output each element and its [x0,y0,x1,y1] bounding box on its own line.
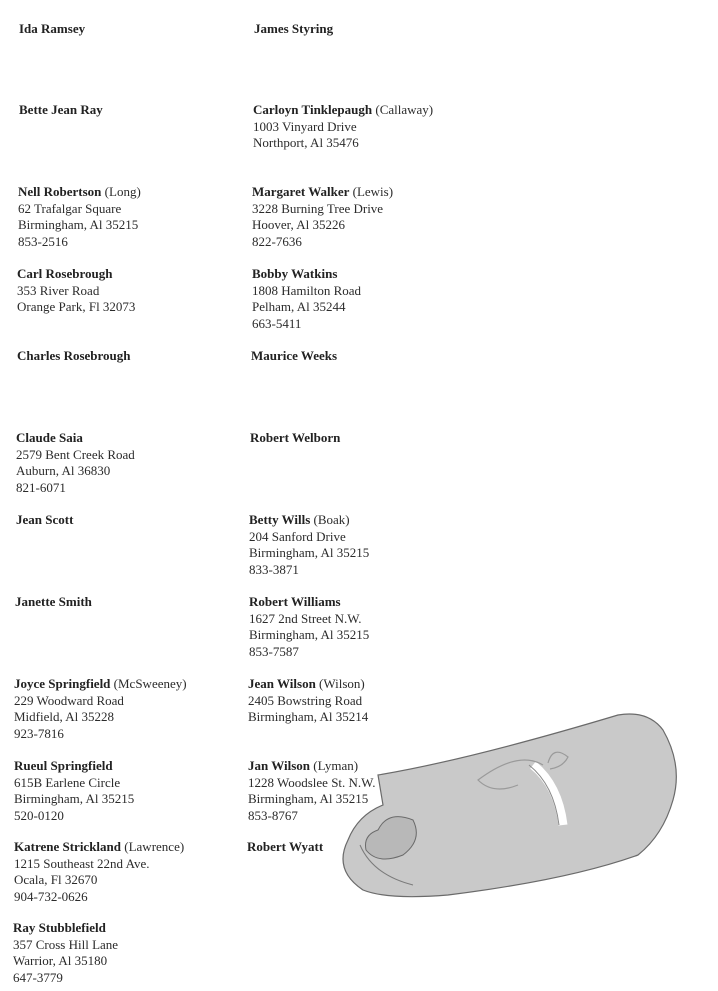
entry-address-line: 3228 Burning Tree Drive [252,200,384,216]
entry-address-line: Birmingham, Al 35215 [14,791,135,806]
entry-address-line: 2579 Bent Creek Road [16,446,135,462]
entry-address-line: Birmingham, Al 35215 [249,627,370,642]
directory-entry [14,839,184,905]
entry-name: Robert Wyatt [247,839,324,854]
entry-name: Betty Wills [249,512,311,527]
entry-name: Carl Rosebrough [17,266,113,281]
directory-entry [250,430,340,447]
entry-address-line: Pelham, Al 35244 [252,299,346,314]
entry-address-line: Birmingham, Al 35215 [248,791,369,806]
entry-phone: 923-7816 [14,725,64,741]
entry-name: Carloyn Tinklepaugh [253,102,373,117]
directory-entry [254,21,333,38]
entry-name: Bobby Watkins [252,266,338,281]
entry-phone: 853-7587 [249,643,299,659]
entry-heading [251,348,337,365]
entry-heading [16,512,73,529]
entry-name: Janette Smith [15,594,92,609]
entry-address-line: Warrior, Al 35180 [13,953,108,968]
directory-entry [14,758,134,824]
entry-name: Jan Wilson [248,758,311,773]
entry-address-line: 229 Woodward Road [14,692,124,708]
entry-phone: 520-0120 [14,807,64,823]
directory-entry [19,102,103,119]
directory-entry [247,839,323,856]
entry-address-line: 204 Sanford Drive [249,528,346,544]
entry-name: Ray Stubblefield [13,920,106,935]
entry-address-line: Birmingham, Al 35215 [18,217,139,232]
entry-phone: 647-3779 [13,969,63,985]
entry-heading [248,676,368,693]
directory-entry [253,102,433,152]
directory-entry [251,348,337,365]
entry-heading [17,348,131,365]
entry-address-line: Northport, Al 35476 [253,135,359,150]
entry-heading [18,184,141,201]
entry-address-line: 2405 Bowstring Road [248,692,363,708]
entry-maiden-name: (Long) [104,184,141,199]
entry-address-line: 1003 Vinyard Drive [253,118,357,134]
directory-entry [252,266,361,332]
entry-address-line: 1228 Woodslee St. N.W. [248,774,376,790]
entry-phone: 853-2516 [18,233,68,249]
entry-heading [15,594,92,611]
entry-address-line: 353 River Road [17,282,100,298]
entry-phone: 833-3871 [249,561,299,577]
entry-heading [14,676,187,693]
directory-entry [16,512,73,529]
entry-name: Charles Rosebrough [17,348,131,363]
directory-entry [15,594,92,611]
entry-name: Katrene Strickland [14,839,122,854]
entry-name: Robert Welborn [250,430,341,445]
directory-entry [19,21,85,38]
entry-heading [19,21,85,38]
entry-heading [250,430,340,447]
entry-name: James Styring [254,21,334,36]
directory-entry [16,430,135,496]
directory-entry [17,348,131,365]
entry-phone: 904-732-0626 [14,888,88,904]
entry-maiden-name: (Lewis) [352,184,394,199]
entry-name: Joyce Springfield [14,676,111,691]
entry-heading [247,839,323,856]
entry-heading [14,839,184,856]
entry-heading [252,184,393,201]
entry-name: Rueul Springfield [14,758,113,773]
entry-phone: 853-8767 [248,807,298,823]
entry-name: Robert Williams [249,594,341,609]
entry-name: Maurice Weeks [251,348,338,363]
entry-heading [249,512,369,529]
entry-address-line: 1808 Hamilton Road [252,282,362,298]
entry-name: Jean Scott [16,512,74,527]
entry-heading [14,758,134,775]
entry-phone: 663-5411 [252,315,302,331]
entry-address-line: 615B Earlene Circle [14,774,121,790]
entry-phone: 821-6071 [16,479,66,495]
entry-address-line: Orange Park, Fl 32073 [17,299,136,314]
entry-maiden-name: (Wilson) [319,676,365,691]
directory-entry [17,266,135,316]
directory-entry [18,184,141,250]
entry-name: Jean Wilson [248,676,316,691]
directory-entry [249,594,369,660]
entry-heading [249,594,369,611]
entry-maiden-name: (Lyman) [313,758,359,773]
entry-address-line: Auburn, Al 36830 [16,463,111,478]
directory-entry [249,512,369,578]
entry-address-line: Midfield, Al 35228 [14,709,115,724]
entry-heading [16,430,135,447]
entry-heading [17,266,135,283]
entry-heading [253,102,433,119]
entry-heading [252,266,361,283]
entry-address-line: Birmingham, Al 35215 [249,545,370,560]
entry-heading [13,920,118,937]
entry-name: Margaret Walker [252,184,350,199]
entry-heading [254,21,333,38]
entry-address-line: 1215 Southeast 22nd Ave. [14,855,150,871]
directory-entry [14,676,187,742]
entry-address-line: 357 Cross Hill Lane [13,936,119,952]
entry-name: Nell Robertson [18,184,102,199]
entry-maiden-name: (Lawrence) [124,839,185,854]
entry-name: Ida Ramsey [19,21,86,36]
entry-maiden-name: (Callaway) [375,102,434,117]
entry-address-line: Birmingham, Al 35214 [248,709,369,724]
entry-heading [19,102,103,119]
entry-address-line: 62 Trafalgar Square [18,200,122,216]
entry-name: Claude Saia [16,430,83,445]
directory-entry [13,920,118,986]
entry-maiden-name: (Boak) [313,512,350,527]
entry-address-line: Ocala, Fl 32670 [14,872,98,887]
diploma-scroll-icon [318,705,688,905]
entry-address-line: Hoover, Al 35226 [252,217,345,232]
entry-address-line: 1627 2nd Street N.W. [249,610,362,626]
entry-maiden-name: (McSweeney) [113,676,187,691]
entry-name: Bette Jean Ray [19,102,103,117]
entry-phone: 822-7636 [252,233,302,249]
directory-entry [252,184,393,250]
